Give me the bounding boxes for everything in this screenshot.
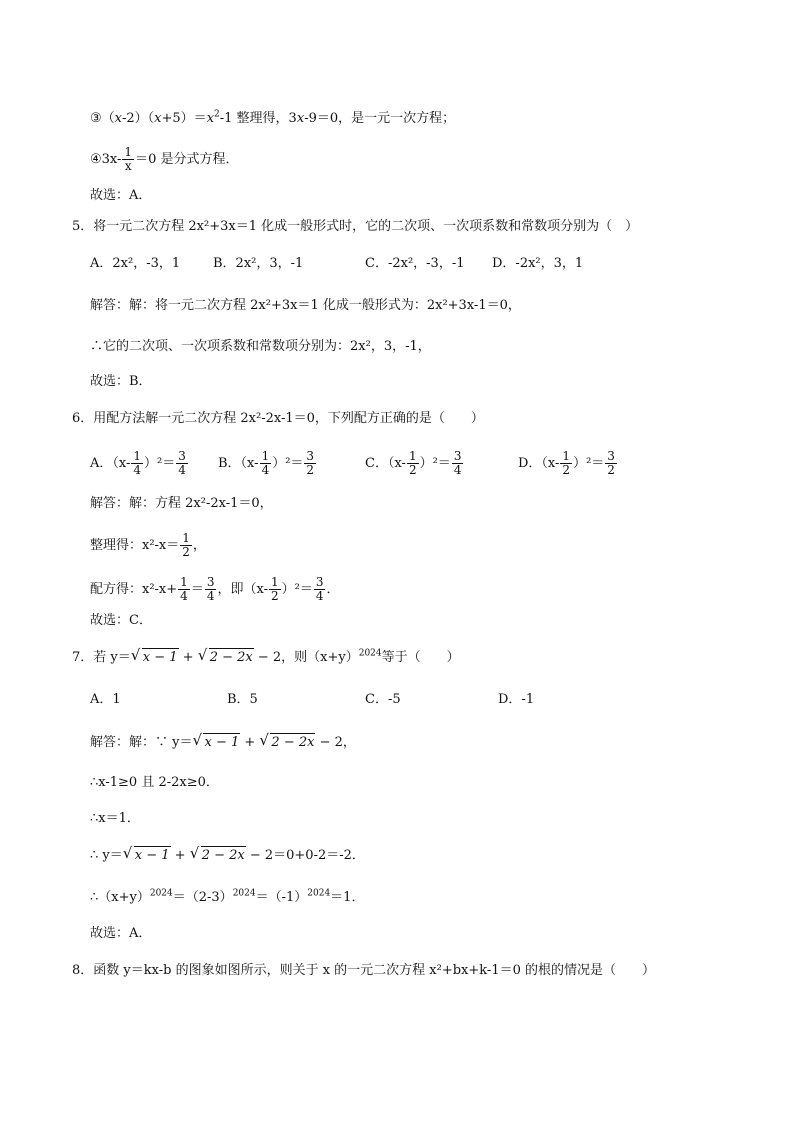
radicand: x − 1 — [142, 650, 178, 665]
denominator: 4 — [206, 589, 215, 603]
solution-line — [90, 846, 365, 865]
text: -2）（ — [122, 111, 155, 126]
solution-line: ∴x-1≥0 且 2-2x≥0． — [90, 775, 219, 790]
text: 整理得：x²-x＝ — [90, 538, 180, 553]
text: -9＝0，是一元一次方程； — [304, 111, 456, 126]
fraction — [260, 450, 272, 477]
denominator: 2 — [182, 545, 190, 559]
text: ＝（2-3） — [172, 890, 233, 905]
denominator: 2 — [562, 463, 571, 477]
text: C．（x- — [365, 456, 406, 471]
fraction — [176, 450, 188, 477]
denominator: 4 — [180, 589, 188, 603]
numerator: 1 — [182, 531, 190, 545]
denominator: 4 — [133, 463, 142, 477]
numerator: 1 — [261, 449, 270, 463]
option-b: B．2x²，3，-1 — [213, 256, 304, 271]
exponent: 2024 — [232, 888, 256, 899]
denominator: x — [124, 159, 132, 173]
text: ． — [326, 582, 340, 597]
denominator: 2 — [306, 463, 315, 477]
text: + — [178, 650, 198, 665]
radical — [190, 846, 246, 865]
fraction — [560, 450, 572, 477]
text: +5）＝ — [161, 111, 207, 126]
fraction — [131, 450, 143, 477]
numerator: 1 — [562, 449, 571, 463]
text: ，即（x- — [217, 582, 268, 597]
numerator: 1 — [133, 449, 142, 463]
text: ③（ — [90, 111, 115, 126]
fraction — [269, 576, 281, 603]
question-6-stem: 6．用配方法解一元二次方程 2x²-2x-1＝0，下列配方正确的是（ ） — [72, 411, 484, 426]
text: B．（x- — [218, 456, 259, 471]
option-d: D．-2x²，3，1 — [492, 256, 584, 271]
line-item-3 — [90, 110, 455, 128]
numerator: 1 — [124, 145, 133, 159]
text: + — [170, 848, 190, 863]
option-a — [90, 450, 189, 477]
denominator: 4 — [178, 463, 186, 477]
solution-line — [90, 532, 206, 559]
numerator: 3 — [306, 449, 315, 463]
text: x — [206, 111, 215, 126]
text: ）²＝ — [144, 456, 176, 471]
option-a: A．2x²，-3，1 — [90, 256, 181, 271]
numerator: 3 — [607, 449, 615, 463]
radicand: 2 − 2x — [209, 650, 253, 665]
text: ＝0 是分式方程． — [135, 152, 239, 167]
denominator: 4 — [453, 463, 462, 477]
answer-line: 故选：A． — [90, 926, 152, 941]
option-a: A．1 — [90, 692, 121, 707]
numerator: 1 — [180, 575, 188, 589]
solution-line: ∴x＝1． — [90, 811, 140, 826]
text: + — [240, 735, 260, 750]
fraction — [180, 532, 192, 559]
option-c: C．-5 — [365, 692, 401, 707]
option-b — [218, 450, 317, 477]
text: x — [296, 111, 305, 126]
answer-line: 故选：B． — [90, 374, 152, 389]
text: D．（x- — [518, 456, 560, 471]
solution-line: ∴它的二次项、一次项系数和常数项分别为：2x²，3，-1， — [90, 339, 431, 354]
text: ＝（-1） — [255, 890, 308, 905]
text: ）²＝ — [272, 456, 304, 471]
text: ）²＝ — [281, 582, 313, 597]
option-b: B．5 — [227, 692, 258, 707]
option-d: D．-1 — [498, 692, 535, 707]
radical — [131, 648, 179, 667]
text: ∴（x+y） — [90, 890, 150, 905]
text: ＝1． — [330, 890, 365, 905]
numerator: 3 — [453, 449, 462, 463]
text: − 2， — [315, 735, 356, 750]
text: ， — [192, 538, 206, 553]
radical — [198, 648, 254, 667]
numerator: 3 — [315, 575, 324, 589]
option-c — [365, 450, 464, 477]
solution-line: 解答：解：将一元二次方程 2x²+3x＝1 化成一般形式为：2x²+3x-1＝0， — [90, 298, 521, 313]
text: 解答：解：∵ y＝ — [90, 735, 193, 750]
numerator: 3 — [206, 575, 215, 589]
question-5-stem: 5．将一元二次方程 2x²+3x＝1 化成一般形式时，它的二次项、一次项系数和常数项分别为（ ） — [72, 219, 639, 234]
denominator: 2 — [270, 589, 279, 603]
denominator: 4 — [315, 589, 324, 603]
fraction — [407, 450, 419, 477]
question-8-stem: 8．函数 y＝kx-b 的图象如图所示，则关于 x 的一元二次方程 x²+bx+k-1＝0 的根的情况是（ ） — [72, 963, 656, 978]
radicand: 2 − 2x — [271, 735, 315, 750]
text: ＝ — [190, 582, 204, 597]
radical — [192, 733, 240, 752]
radicand: 2 − 2x — [201, 848, 245, 863]
exponent: 2024 — [358, 648, 382, 659]
answer-line: 故选：A． — [90, 188, 152, 203]
text: 等于（ ） — [381, 650, 460, 665]
fraction — [452, 450, 464, 477]
fraction — [178, 576, 190, 603]
text: A．（x- — [90, 456, 131, 471]
denominator: 4 — [261, 463, 270, 477]
option-d — [518, 450, 618, 477]
fraction — [605, 450, 617, 477]
text: 7．若 y＝ — [72, 650, 131, 665]
text: ∴ y＝ — [90, 848, 123, 863]
text: ④3x- — [90, 152, 122, 167]
fraction — [314, 576, 326, 603]
denominator: 2 — [408, 463, 417, 477]
radical — [123, 846, 171, 865]
text: -1 整理得，3 — [219, 111, 297, 126]
solution-line — [90, 733, 356, 752]
radical — [259, 733, 315, 752]
numerator: 1 — [270, 575, 279, 589]
text: 2 — [214, 109, 220, 120]
fraction — [122, 146, 134, 173]
question-7-stem — [72, 648, 460, 667]
text: ）²＝ — [573, 456, 605, 471]
text: x — [114, 111, 122, 126]
denominator: 2 — [607, 463, 615, 477]
numerator: 3 — [178, 449, 186, 463]
solution-line — [90, 576, 339, 603]
answer-line: 故选：C． — [90, 613, 152, 628]
solution-line — [90, 889, 364, 907]
text: 配方得：x²-x+ — [90, 582, 178, 597]
line-item-4 — [90, 146, 238, 173]
text: − 2＝0+0-2＝-2． — [245, 848, 365, 863]
numerator: 1 — [408, 449, 417, 463]
fraction — [205, 576, 217, 603]
radicand: x − 1 — [134, 848, 170, 863]
option-c: C．-2x²，-3，-1 — [365, 256, 465, 271]
exponent: 2024 — [149, 888, 173, 899]
text: − 2，则（x+y） — [253, 650, 359, 665]
exponent: 2024 — [307, 888, 331, 899]
text: x — [154, 111, 162, 126]
text: ）²＝ — [419, 456, 451, 471]
fraction — [304, 450, 316, 477]
radicand: x − 1 — [204, 735, 240, 750]
solution-line: 解答：解：方程 2x²-2x-1＝0， — [90, 496, 273, 511]
